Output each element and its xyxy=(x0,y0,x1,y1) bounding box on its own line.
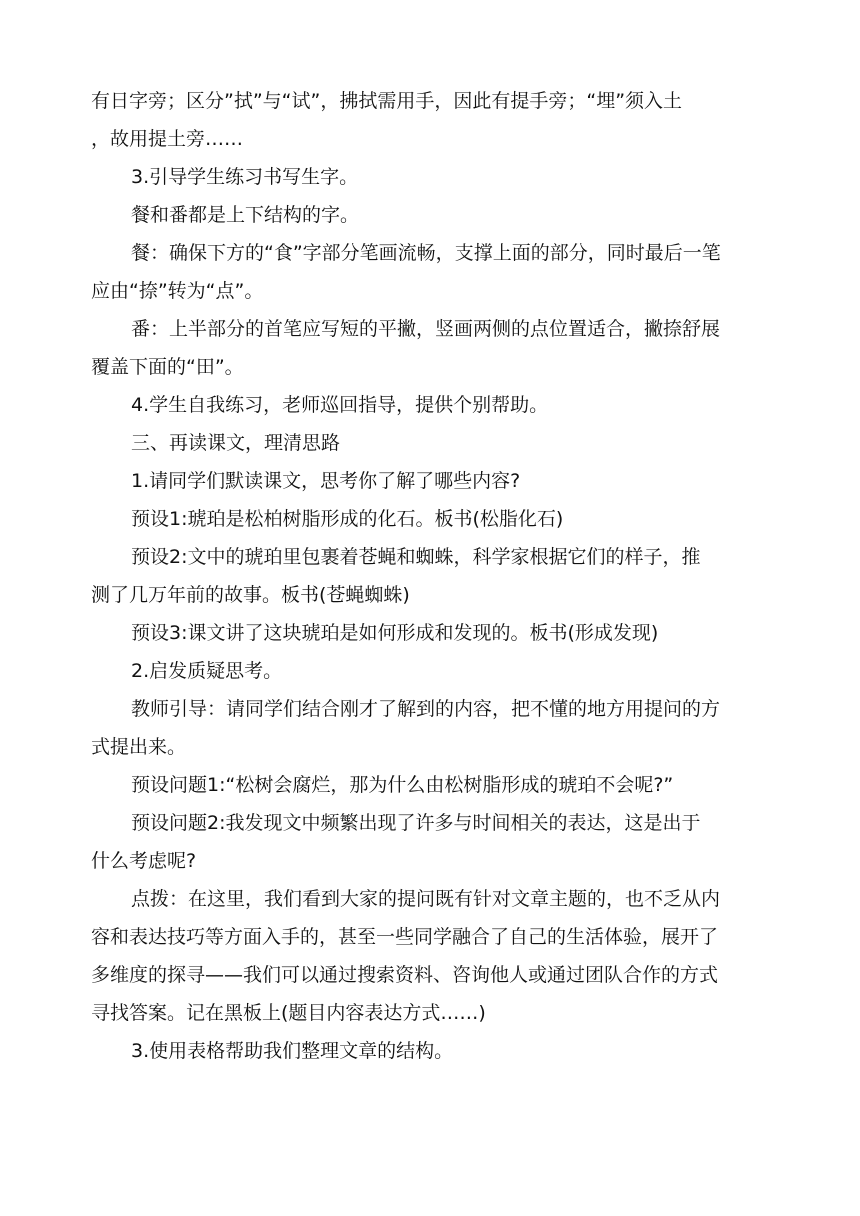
text-line: 预设3:课文讲了这块琥珀是如何形成和发现的。板书(形成发现) xyxy=(131,622,659,644)
text-line: 番：上半部分的首笔应写短的平撇，竖画两侧的点位置适合，撇捺舒展 xyxy=(131,318,721,340)
text-line: 式提出来。 xyxy=(91,736,187,758)
text-line: 2.启发质疑思考。 xyxy=(131,660,283,682)
text-line: 测了几万年前的故事。板书(苍蝇蜘蛛) xyxy=(91,584,410,606)
text-line: 3.使用表格帮助我们整理文章的结构。 xyxy=(131,1040,454,1062)
text-line: 容和表达技巧等方面入手的，甚至一些同学融合了自己的生活体验，展开了 xyxy=(91,926,719,948)
text-line: 预设2:文中的琥珀里包裹着苍蝇和蜘蛛，科学家根据它们的样子，推 xyxy=(131,546,701,568)
text-line: ，故用提土旁…… xyxy=(91,128,244,150)
text-line: 预设1:琥珀是松柏树脂形成的化石。板书(松脂化石) xyxy=(131,508,564,530)
text-line: 覆盖下面的“田”。 xyxy=(91,356,244,378)
text-line: 1.请同学们默读课文，思考你了解了哪些内容? xyxy=(131,470,521,492)
text-line: 应由“捺”转为“点”。 xyxy=(91,280,264,302)
text-line: 教师引导：请同学们结合刚才了解到的内容，把不懂的地方用提问的方 xyxy=(131,698,721,720)
text-line: 点拨：在这里，我们看到大家的提问既有针对文章主题的，也不乏从内 xyxy=(131,888,721,910)
text-line: 餐和番都是上下结构的字。 xyxy=(131,204,360,226)
text-line: 寻找答案。记在黑板上(题目内容表达方式……) xyxy=(91,1002,486,1024)
text-line: 预设问题2:我发现文中频繁出现了许多与时间相关的表达，这是出于 xyxy=(131,812,701,834)
section-heading: 三、再读课文，理清思路 xyxy=(131,432,341,454)
text-line: 什么考虑呢? xyxy=(91,850,197,872)
text-line: 餐：确保下方的“食”字部分笔画流畅，支撑上面的部分，同时最后一笔 xyxy=(131,242,721,264)
document-body xyxy=(91,82,771,1070)
text-line: 多维度的探寻——我们可以通过搜索资料、咨询他人或通过团队合作的方式 xyxy=(91,964,719,986)
text-line: 4.学生自我练习，老师巡回指导，提供个别帮助。 xyxy=(131,394,549,416)
text-line: 3.引导学生练习书写生字。 xyxy=(131,166,359,188)
text-line: 预设问题1:“松树会腐烂，那为什么由松树脂形成的琥珀不会呢?” xyxy=(131,774,674,796)
text-line: 有日字旁；区分”拭”与“试”，拂拭需用手，因此有提手旁；“埋”须入土 xyxy=(91,90,683,112)
